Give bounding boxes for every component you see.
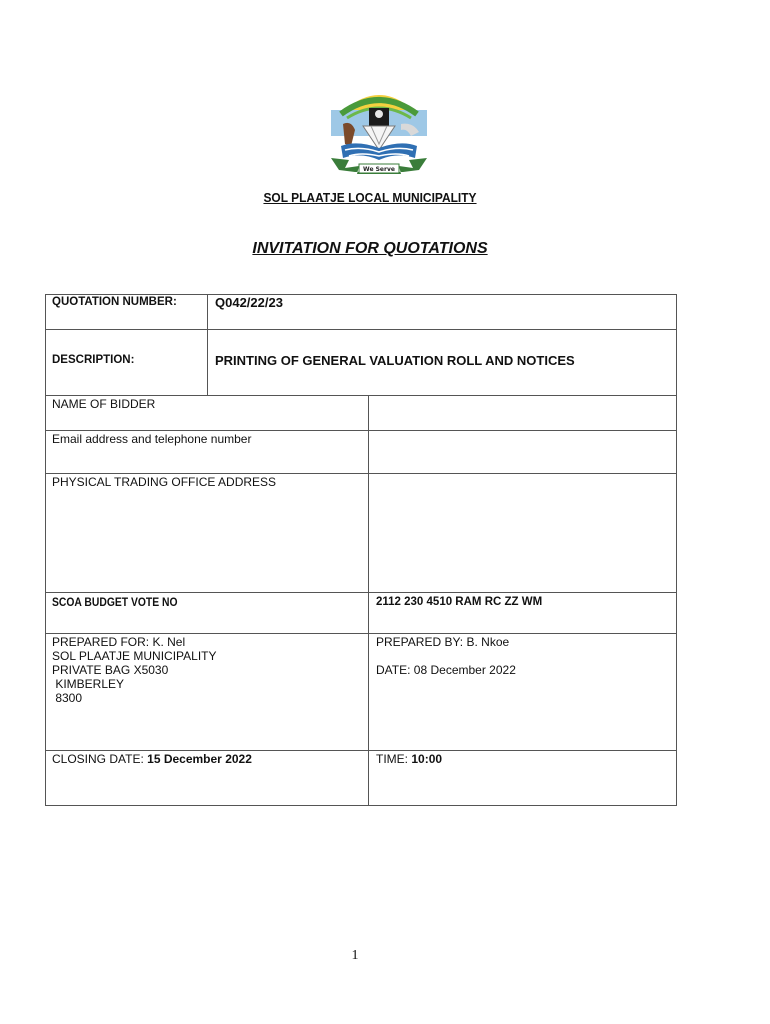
quotation-number-value: Q042/22/23 — [215, 295, 283, 310]
prepared-by-label: PREPARED BY: — [376, 635, 464, 649]
address-line: PRIVATE BAG X5030 — [52, 663, 169, 677]
bidder-name-label: NAME OF BIDDER — [52, 397, 156, 411]
scoa-budget-vote-value: 2112 230 4510 RAM RC ZZ WM — [376, 596, 543, 608]
closing-date — [52, 752, 252, 766]
address-line: SOL PLAATJE MUNICIPALITY — [52, 649, 217, 663]
office-address-label: PHYSICAL TRADING OFFICE ADDRESS — [52, 475, 277, 489]
address-line: 8300 — [52, 691, 83, 705]
office-address-field[interactable] — [369, 474, 676, 592]
page-number: 1 — [351, 948, 359, 963]
organisation-name: SOL PLAATJE LOCAL MUNICIPALITY — [263, 190, 477, 205]
quotation-number-label: QUOTATION NUMBER: — [52, 296, 177, 308]
prepared-date — [376, 663, 516, 677]
time-value: 10:00 — [411, 752, 443, 766]
address-line: KIMBERLEY — [52, 677, 125, 691]
bidder-name-field[interactable] — [369, 396, 676, 430]
prepared-for-label: PREPARED FOR: — [52, 635, 150, 649]
closing-date-label: CLOSING DATE: — [52, 752, 144, 766]
document-title: INVITATION FOR QUOTATIONS — [252, 240, 488, 257]
time-label: TIME: — [376, 752, 408, 766]
logo-motto: We Serve — [363, 166, 395, 173]
email-phone-field[interactable] — [369, 431, 676, 473]
closing-date-value: 15 December 2022 — [147, 752, 252, 766]
prepared-by — [376, 635, 509, 649]
prepared-for-block — [52, 635, 216, 705]
prepared-for-name: K. Nel — [152, 635, 186, 649]
date-label: DATE: — [376, 663, 411, 677]
closing-time — [376, 752, 442, 766]
description-value: PRINTING OF GENERAL VALUATION ROLL AND NOTICES — [215, 353, 575, 368]
date-value: 08 December 2022 — [413, 663, 516, 677]
email-phone-label: Email address and telephone number — [52, 432, 252, 446]
scoa-budget-vote-label: SCOA BUDGET VOTE NO — [52, 597, 178, 609]
municipal-coat-of-arms-logo — [327, 84, 431, 176]
prepared-by-name: B. Nkoe — [466, 635, 510, 649]
description-label: DESCRIPTION: — [52, 354, 135, 366]
